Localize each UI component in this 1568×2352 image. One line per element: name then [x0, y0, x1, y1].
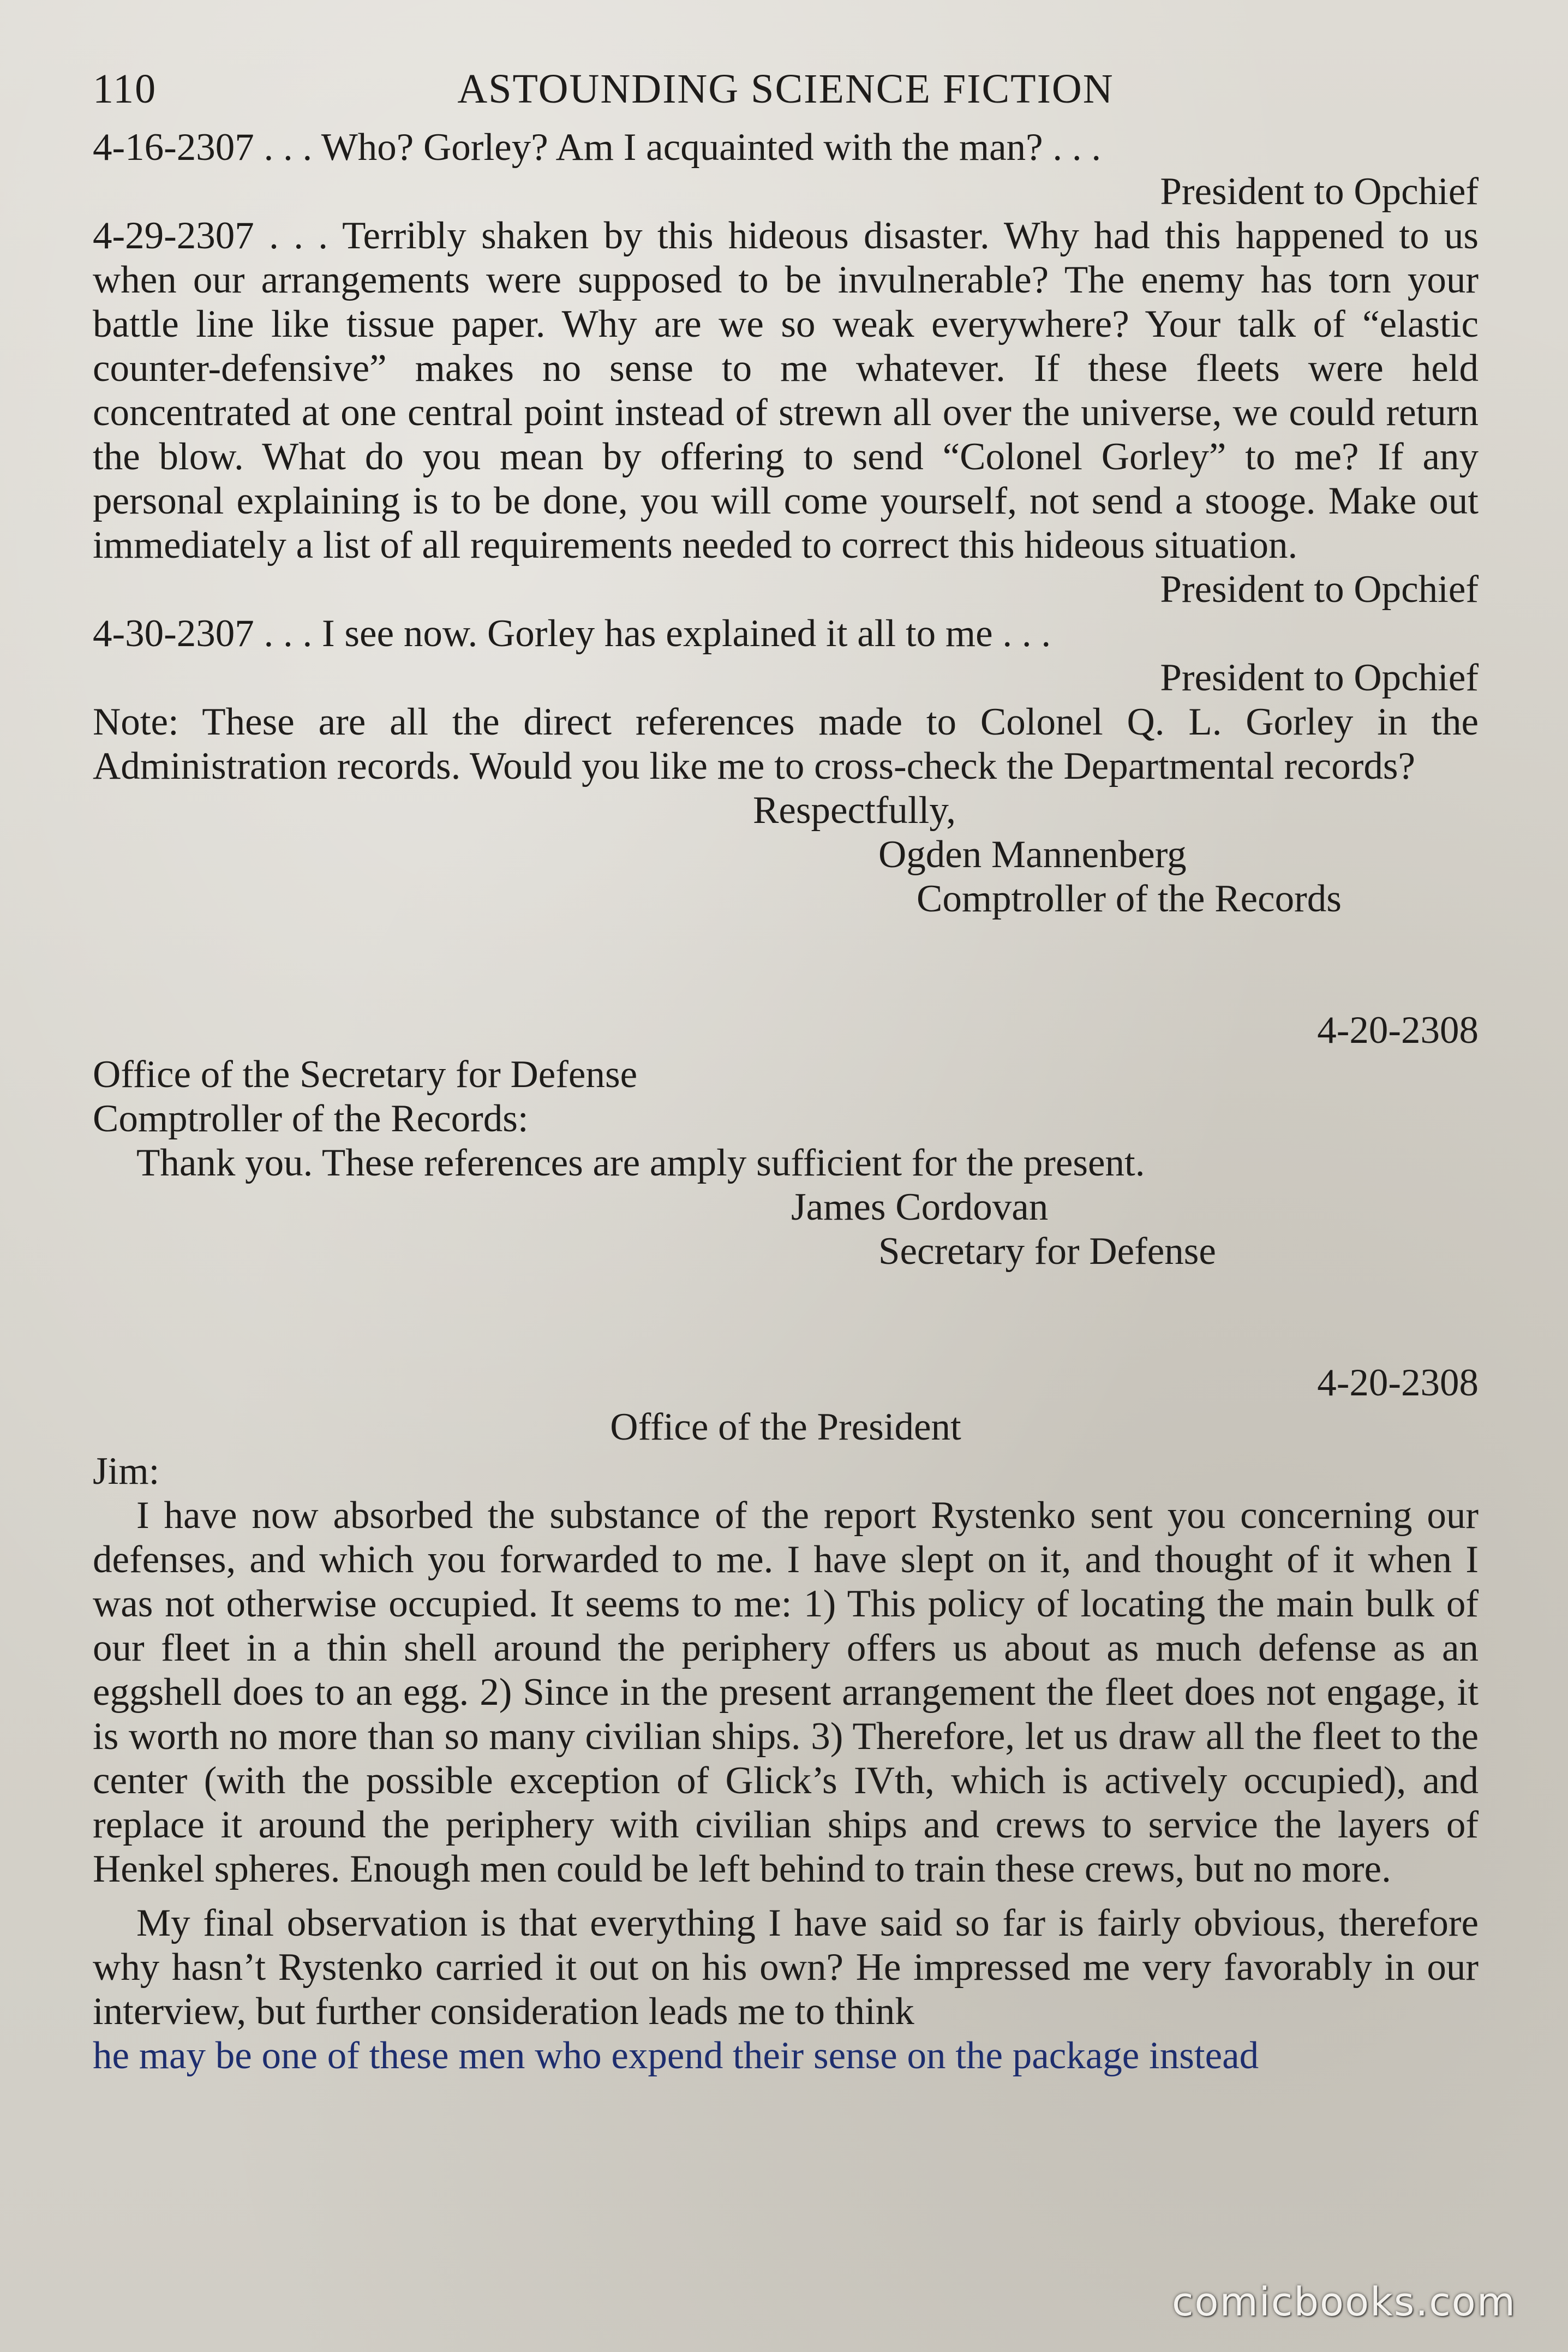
memo-3-salutation: Jim:	[93, 1450, 160, 1493]
memo-2-body: Thank you. These references are amply sufficient for the present.	[136, 1142, 1145, 1184]
closing-salutation: Respectfully,	[753, 789, 956, 832]
records-note: Note: These are all the direct references made to Colonel Q. L. Gorley in the Administration records. Would you like me to cross-check the Departmental records?	[93, 701, 1479, 787]
section-spacer	[93, 921, 1479, 1008]
log-entry-2-attribution: President to Opchief	[1160, 568, 1479, 611]
closing-signer-name: Ogden Mannenberg	[878, 833, 1187, 876]
memo-3-paragraph-2: My final observation is that everything I have said so far is fairly obvious, therefore why hasn’t Rystenko carried it out on his own? He impressed me very favorably in our interview, but further consideration leads me to think	[93, 1902, 1479, 2033]
memo-3-paragraph-2-last-line: he may be one of these men who expend their sense on the package instead	[93, 2034, 1259, 2077]
page-number: 110	[93, 66, 157, 112]
page-content	[93, 65, 1479, 2078]
log-entry-1-attribution: President to Opchief	[1160, 170, 1479, 213]
memo-2-address-line-1: Office of the Secretary for Defense	[93, 1053, 638, 1096]
magazine-title: ASTOUNDING SCIENCE FICTION	[457, 66, 1114, 112]
log-entry-3: 4-30-2307 . . . I see now. Gorley has explained it all to me . . .	[93, 612, 1051, 655]
running-head	[93, 65, 1479, 126]
closing-signer-title: Comptroller of the Records	[917, 877, 1342, 920]
memo-3-date: 4-20-2308	[1317, 1362, 1479, 1404]
paragraph-spacer	[93, 1891, 1479, 1901]
section-spacer	[93, 1274, 1479, 1361]
memo-2-signer-title: Secretary for Defense	[878, 1230, 1216, 1273]
memo-2-date: 4-20-2308	[1317, 1009, 1479, 1052]
memo-3-office: Office of the President	[610, 1406, 961, 1448]
log-entry-2: 4-29-2307 . . . Terribly shaken by this hideous disaster. Why had this happened to us when our arrangements were supposed to be invulnerable? The enemy has torn your battle line like tissue paper. Why are we so weak everywhere? Your talk of “elastic counter-defensive” makes no sense to me whatever. If these fleets were held concentrated at one central point instead of strewn all over the universe, we could return the blow. What do you mean by offering to send “Colonel Gorley” to me? If any personal explaining is to be done, you will come yourself, not send a stooge. Make out immediately a list of all requirements needed to correct this hideous situation.	[93, 214, 1479, 566]
log-entry-3-attribution: President to Opchief	[1160, 656, 1479, 699]
memo-2-signer-name: James Cordovan	[791, 1186, 1049, 1228]
memo-3-paragraph-1: I have now absorbed the substance of the report Rystenko sent you concerning our defenses, and which you forwarded to me. I have slept on it, and thought of it when I was not otherwise occupied. It seems to me: 1) This policy of locating the main bulk of our fleet in a thin shell around the periphery offers us about as much defense as an eggshell does to an egg. 2) Since in the present arrangement the fleet does not engage, it is worth no more than so many civilian ships. 3) Therefore, let us draw all the fleet to the center (with the possible exception of Glick’s IVth, which is actively occupied), and replace it around the periphery with civilian ships and crews to service the layers of Henkel spheres. Enough men could be left behind to train these crews, but no more.	[93, 1494, 1479, 1890]
memo-2-address-line-2: Comptroller of the Records:	[93, 1097, 529, 1140]
watermark-logo: comicbooks.com	[1171, 2279, 1516, 2325]
log-entry-1: 4-16-2307 . . . Who? Gorley? Am I acquainted with the man? . . .	[93, 126, 1102, 169]
